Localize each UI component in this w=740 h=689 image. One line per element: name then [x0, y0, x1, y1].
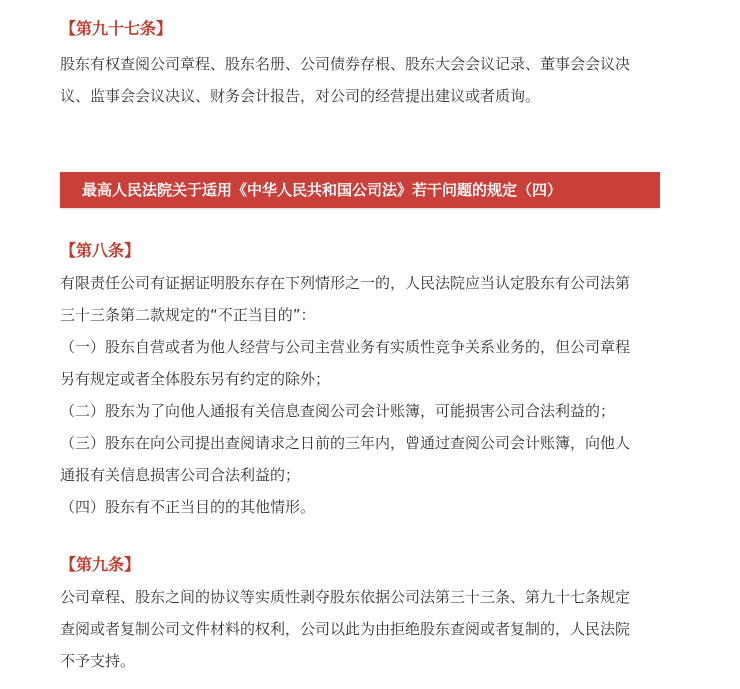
article-9-line: 不予支持。 — [60, 652, 136, 670]
article-8-line: 三十三条第二款规定的“不正当目的”： — [60, 306, 316, 324]
article-8-line: （四）股东有不正当目的的其他情形。 — [60, 498, 316, 516]
article-8-line: 通报有关信息损害公司合法利益的； — [60, 466, 301, 484]
article-9-line: 查阅或者复制公司文件材料的权利，公司以此为由拒绝股东查阅或者复制的，人民法院 — [60, 620, 631, 638]
article-8-line: 另有规定或者全体股东另有约定的除外； — [60, 370, 331, 388]
article-8 — [60, 236, 720, 523]
article-8-line: （三）股东在向公司提出查阅请求之日前的三年内，曾通过查阅公司会计账簿，向他人 — [60, 434, 631, 452]
article-97 — [60, 14, 720, 112]
article-97-line: 股东有权查阅公司章程、股东名册、公司债券存根、股东大会会议记录、董事会会议决 — [60, 55, 631, 73]
article-8-heading: 【第八条】 — [60, 241, 141, 260]
banner-title: 最高人民法院关于适用《中华人民共和国公司法》若干问题的规定（四） — [82, 181, 563, 199]
article-8-line: 有限责任公司有证据证明股东存在下列情形之一的，人民法院应当认定股东有公司法第 — [60, 274, 631, 292]
article-9-line: 公司章程、股东之间的协议等实质性剥夺股东依据公司法第三十三条、第九十七条规定 — [60, 588, 631, 606]
article-97-line: 议、监事会会议决议、财务会计报告，对公司的经营提出建议或者质询。 — [60, 87, 541, 105]
regulation-banner — [60, 172, 660, 208]
article-9-heading: 【第九条】 — [60, 555, 141, 574]
article-9 — [60, 550, 720, 677]
article-97-heading: 【第九十七条】 — [60, 19, 173, 38]
article-8-line: （一）股东自营或者为他人经营与公司主营业务有实质性竞争关系业务的，但公司章程 — [60, 338, 631, 356]
article-8-line: （二）股东为了向他人通报有关信息查阅公司会计账簿，可能损害公司合法利益的； — [60, 402, 616, 420]
